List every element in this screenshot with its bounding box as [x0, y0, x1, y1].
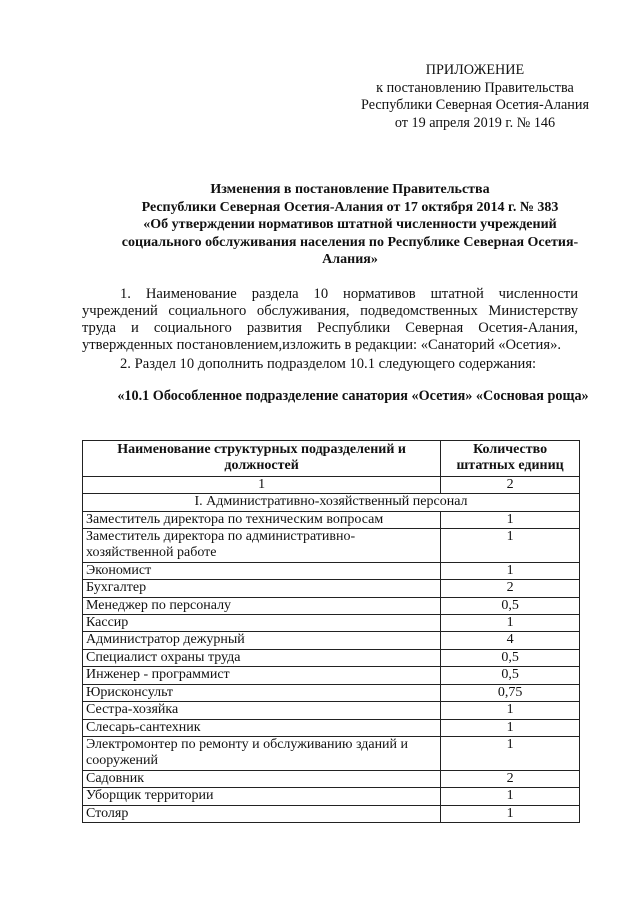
- title-line-5: Алания»: [322, 252, 378, 267]
- table-row: [83, 719, 580, 736]
- paragraph-2: 2. Раздел 10 дополнить подразделом 10.1 следующего содержания:: [120, 356, 537, 372]
- position-count: 0,5: [441, 597, 580, 614]
- position-name: Менеджер по персоналу: [83, 597, 441, 614]
- appendix-date: от 19 апреля 2019 г. № 146: [394, 114, 556, 131]
- position-name: Заместитель директора по административно-хозяйственной работе: [83, 529, 441, 563]
- position-count: 1: [441, 788, 580, 805]
- table-row: [83, 770, 580, 787]
- position-count: 2: [441, 770, 580, 787]
- table-row: [83, 736, 580, 770]
- position-count: 0,5: [441, 667, 580, 684]
- table-row: [83, 615, 580, 632]
- appendix-heading: ПРИЛОЖЕНИЕ: [425, 62, 525, 78]
- section-title: I. Административно-хозяйственный персонал: [83, 494, 580, 511]
- table-row: [83, 511, 580, 528]
- position-count: 0,5: [441, 649, 580, 666]
- position-count: 2: [441, 580, 580, 597]
- position-name: Специалист охраны труда: [83, 649, 441, 666]
- column-number-1: 1: [83, 476, 441, 493]
- table-row: [83, 805, 580, 822]
- position-name: Сестра-хозяйка: [83, 702, 441, 719]
- table-row: [83, 580, 580, 597]
- table-row: [83, 667, 580, 684]
- paragraph-1: 1. Наименование раздела 10 нормативов штатной численности учреждений социального обслуживания, подведомственных Министерству труда и социального развития Республики Северная Осетия-Алания, утвержденных постановлением,изложить в редакции: «Санаторий «Осетия».: [82, 286, 578, 353]
- table-row: [83, 562, 580, 579]
- title-line-1: Изменения в постановление Правительства: [210, 182, 490, 197]
- position-count: 0,75: [441, 684, 580, 701]
- column-header-name: Наименование структурных подразделений и должностей: [83, 441, 441, 477]
- column-header-count: Количество штатных единиц: [441, 441, 580, 477]
- table-row: [83, 597, 580, 614]
- position-name: Столяр: [83, 805, 441, 822]
- position-name: Кассир: [83, 615, 441, 632]
- position-name: Администратор дежурный: [83, 632, 441, 649]
- title-line-2: Республики Северная Осетия-Алания от 17 октября 2014 г. № 383: [141, 199, 559, 215]
- table-row: [83, 684, 580, 701]
- position-count: 4: [441, 632, 580, 649]
- column-number-row: [83, 476, 580, 493]
- section-row: [83, 494, 580, 511]
- position-name: Юрисконсульт: [83, 684, 441, 701]
- table-row: [83, 529, 580, 563]
- position-name: Садовник: [83, 770, 441, 787]
- position-count: 1: [441, 805, 580, 822]
- position-count: 1: [441, 562, 580, 579]
- position-name: Электромонтер по ремонту и обслуживанию зданий и сооружений: [83, 736, 441, 770]
- position-count: 1: [441, 615, 580, 632]
- table-row: [83, 702, 580, 719]
- table-header-row: [83, 441, 580, 477]
- appendix-line-1: к постановлению Правительства: [376, 79, 574, 96]
- title-line-3: «Об утверждении нормативов штатной численности учреждений: [143, 217, 557, 232]
- position-name: Заместитель директора по техническим вопросам: [83, 511, 441, 528]
- table-row: [83, 632, 580, 649]
- position-count: 1: [441, 736, 580, 770]
- appendix-line-2: Республики Северная Осетия-Алания: [360, 97, 589, 113]
- staff-table: [82, 440, 580, 823]
- document-title: [80, 181, 620, 269]
- position-name: Слесарь-сантехник: [83, 719, 441, 736]
- appendix-block: [330, 62, 620, 132]
- position-name: Инженер - программист: [83, 667, 441, 684]
- table-row: [83, 649, 580, 666]
- position-name: Экономист: [83, 562, 441, 579]
- table-row: [83, 788, 580, 805]
- position-count: 1: [441, 511, 580, 528]
- position-count: 1: [441, 719, 580, 736]
- position-count: 1: [441, 702, 580, 719]
- column-number-2: 2: [441, 476, 580, 493]
- position-count: 1: [441, 529, 580, 563]
- position-name: Уборщик территории: [83, 788, 441, 805]
- title-line-4: социального обслуживания населения по Республике Северная Осетия-: [121, 234, 579, 250]
- subsection-heading: «10.1 Обособленное подразделение санатория «Осетия» «Сосновая роща»: [117, 388, 589, 404]
- position-name: Бухгалтер: [83, 580, 441, 597]
